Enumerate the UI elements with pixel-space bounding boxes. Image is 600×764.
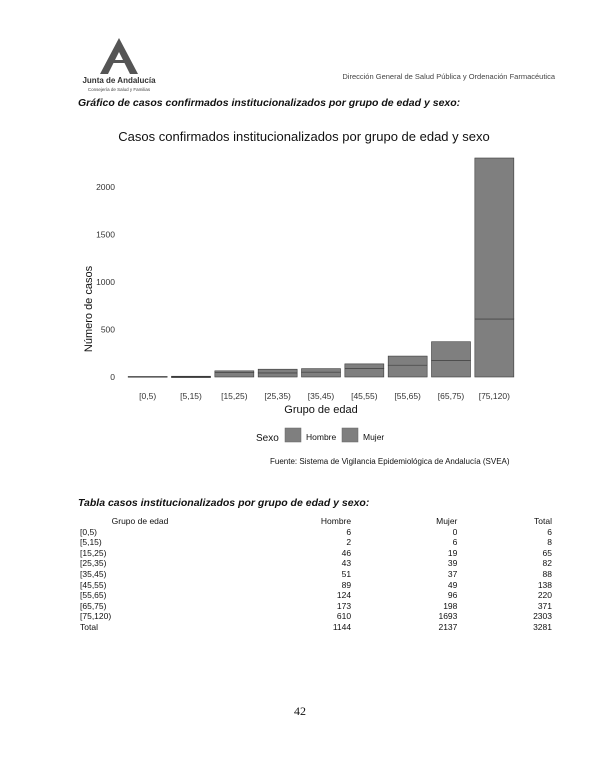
bar-mujer: [302, 369, 341, 373]
table-cell: 19: [447, 547, 458, 558]
age-sex-chart: [76, 125, 536, 475]
table-cell: 371: [537, 600, 552, 611]
table-cell: 37: [447, 568, 458, 579]
x-tick-label: [15,25): [221, 391, 248, 401]
header-total: Total: [534, 516, 552, 526]
table-cell: [35,45): [80, 568, 107, 579]
logo-subtitle: Consejería de Salud y Familias: [87, 87, 151, 92]
bar-hombre: [475, 319, 514, 377]
table-row: [80, 537, 552, 548]
table-cell: 43: [341, 558, 352, 569]
table-cell: 6: [452, 537, 458, 548]
bar-mujer: [345, 364, 384, 369]
logo-title: Junta de Andalucía: [82, 76, 156, 85]
table-row: [80, 548, 552, 559]
chart-ylabel: Número de casos: [83, 265, 95, 353]
header-mujer: Mujer: [436, 516, 458, 526]
table-row: [80, 580, 552, 591]
table-cell: [75,120): [80, 611, 112, 622]
legend-title: Sexo: [256, 433, 279, 444]
table-cell: [25,35): [80, 558, 107, 569]
table-cell: 2137: [438, 621, 458, 632]
chart-section-heading: Gráfico de casos confirmados institucionalizados por grupo de edad y sexo:: [78, 97, 461, 109]
table-cell: 198: [443, 600, 458, 611]
table-cell: 173: [336, 600, 352, 611]
x-tick-label: [35,45): [307, 391, 335, 401]
table-cell: 6: [346, 526, 352, 537]
table-cell: 2: [346, 537, 352, 548]
table-cell: 46: [341, 547, 352, 558]
y-tick-label: 1500: [96, 229, 115, 240]
header-hombre: Hombre: [320, 516, 352, 526]
y-tick-label: 500: [100, 324, 115, 335]
table-cell: 96: [447, 590, 458, 601]
table-cell: 2303: [533, 611, 552, 622]
x-tick-label: [25,35): [264, 391, 291, 401]
table-cell: [55,65): [80, 590, 107, 601]
bar-mujer: [388, 356, 427, 365]
table-header-row: [80, 516, 552, 527]
bar-mujer: [258, 369, 297, 373]
bar-mujer: [215, 371, 254, 373]
bar-hombre: [345, 369, 384, 377]
legend-hombre-swatch: [285, 428, 301, 442]
y-tick-label: 0: [110, 372, 115, 382]
chart-source: Fuente: Sistema de Vigilancia Epidemiológica de Andalucía (SVEA): [270, 457, 510, 466]
table-cell: 1144: [332, 621, 352, 632]
table-cell: 51: [341, 568, 352, 579]
legend-mujer-label: Mujer: [363, 432, 385, 442]
x-tick-label: [0,5): [139, 391, 157, 401]
bar-hombre: [258, 373, 297, 377]
x-tick-label: [55,65): [394, 391, 421, 401]
table-cell: 220: [537, 590, 552, 601]
table-cell: 65: [542, 547, 552, 558]
table-cell: 89: [341, 579, 352, 590]
table-cell: [45,55): [80, 579, 107, 590]
junta-logo-icon: [100, 38, 138, 74]
x-tick-label: [45,55): [351, 391, 378, 401]
table-cell: 82: [542, 558, 552, 569]
table-total-row: [80, 622, 552, 633]
table-row: [80, 590, 552, 601]
chart-svg: [76, 125, 536, 470]
bar-hombre: [432, 361, 471, 377]
x-tick-label: [5,15): [180, 391, 202, 401]
table-cell: 39: [447, 558, 458, 569]
table-cell: [5,15): [80, 537, 102, 548]
table-cell: 138: [537, 579, 552, 590]
y-tick-label: 2000: [96, 181, 115, 192]
table-row: [80, 558, 552, 569]
table-cell: Total: [80, 621, 98, 632]
bar-hombre: [215, 373, 254, 377]
table-row: [80, 569, 552, 580]
table-cell: [65,75): [80, 600, 107, 611]
header-grupo-edad: Grupo de edad: [111, 516, 169, 526]
bar-mujer: [172, 376, 211, 377]
table-cell: 49: [447, 579, 458, 590]
bar-mujer: [475, 158, 514, 319]
bar-mujer: [432, 342, 471, 361]
junta-logo: [74, 38, 164, 94]
table-cell: 610: [336, 611, 352, 622]
table-cell: 8: [547, 537, 552, 548]
table-cell: 88: [542, 568, 552, 579]
y-tick-label: 1000: [96, 276, 115, 287]
chart-title: Casos confirmados institucionalizados por grupo de edad y sexo: [118, 129, 490, 144]
table-row: [80, 527, 552, 538]
direccion-header: Dirección General de Salud Pública y Ordenación Farmacéutica: [342, 72, 555, 81]
table-cell: 1693: [438, 611, 458, 622]
table-cell: [0,5): [80, 526, 98, 537]
table-row: [80, 611, 552, 622]
table-cell: 3281: [533, 621, 552, 632]
table-row: [80, 601, 552, 612]
bar-hombre: [302, 372, 341, 377]
legend-mujer-swatch: [342, 428, 358, 442]
x-tick-label: [75,120): [478, 391, 510, 401]
table-section-heading: Tabla casos institucionalizados por grupo de edad y sexo:: [78, 497, 370, 509]
chart-xlabel: Grupo de edad: [284, 404, 358, 416]
page-number: 42: [294, 704, 306, 718]
bar-hombre: [388, 365, 427, 377]
table-cell: 6: [547, 526, 552, 537]
legend-hombre-label: Hombre: [306, 432, 337, 442]
table-cell: [15,25): [80, 547, 107, 558]
table-cell: 0: [452, 526, 458, 537]
table-cell: 124: [336, 590, 352, 601]
x-tick-label: [65,75): [437, 391, 465, 401]
bar-hombre: [128, 376, 167, 377]
cases-table: [80, 516, 552, 633]
